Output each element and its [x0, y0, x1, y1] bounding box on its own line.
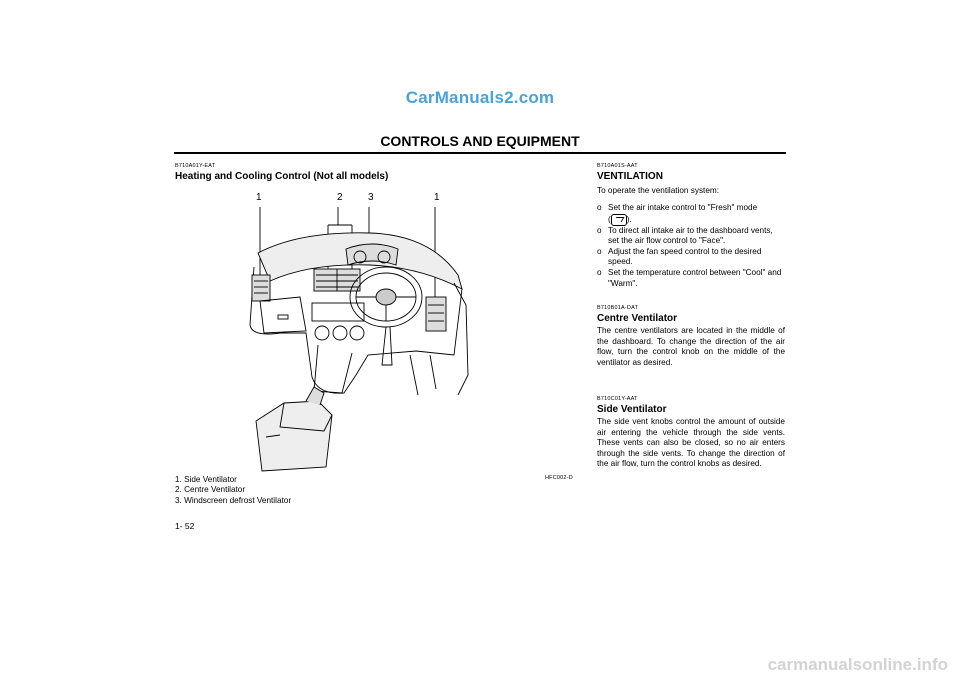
section-code-side: B710C01Y-AAT — [597, 396, 638, 402]
legend-item-2: 2. Centre Ventilator — [175, 485, 246, 495]
callout-1-right: 1 — [434, 192, 440, 203]
ventilation-step-2 — [597, 226, 785, 247]
ventilation-title: VENTILATION — [597, 171, 663, 182]
bullet-mark: o — [597, 225, 602, 235]
page-number: 1- 52 — [175, 521, 195, 531]
legend-item-3: 3. Windscreen defrost Ventilator — [175, 495, 292, 505]
ventilation-step-1-suffix: ). — [626, 214, 632, 224]
ventilation-intro: To operate the ventilation system: — [597, 186, 719, 195]
centre-ventilator-text: The centre ventilators are located in the middle of the dashboard. To change the direction of the air flow, turn the control knob on the middle of the ventilator as desired. — [597, 326, 785, 367]
ventilation-step-1: o Set the air intake control to "Fresh" mode ( ). — [597, 203, 758, 224]
callout-3: 3 — [368, 192, 374, 203]
ventilation-steps — [597, 203, 785, 289]
page-title: CONTROLS AND EQUIPMENT — [380, 133, 580, 149]
ventilation-step-4-text: Set the temperature control between "Cool" and "Warm". — [608, 267, 782, 288]
callout-2: 2 — [337, 192, 343, 203]
watermark-bottom[interactable]: carmanualsonline.info — [767, 655, 948, 674]
dashboard-illustration — [240, 205, 470, 477]
centre-ventilator-title: Centre Ventilator — [597, 313, 678, 324]
ventilation-step-3-text: Adjust the fan speed control to the desired speed. — [608, 246, 762, 267]
section-code-heating: B710A01Y-EAT — [175, 163, 216, 169]
figure-legend — [175, 475, 375, 506]
watermark-top[interactable]: CarManuals2.com — [405, 88, 555, 107]
header-divider — [174, 152, 786, 154]
bullet-mark: o — [597, 203, 602, 212]
side-ventilator-title: Side Ventilator — [597, 404, 667, 415]
ventilation-step-3 — [597, 247, 785, 268]
ventilation-step-2-text: To direct all intake air to the dashboard vents, set the air flow control to "Face". — [608, 225, 773, 246]
ventilation-step-1-text: Set the air intake control to "Fresh" mode — [608, 203, 758, 212]
bullet-mark: o — [597, 267, 602, 277]
legend-item-1: 1. Side Ventilator — [175, 475, 237, 484]
ventilation-step-4 — [597, 268, 785, 289]
figure-code: HFC002-D — [545, 475, 573, 481]
section-code-ventilation: B710A01S-AAT — [597, 163, 638, 169]
fresh-air-mode-icon — [611, 214, 627, 226]
bullet-mark: o — [597, 246, 602, 256]
callout-1-left: 1 — [256, 192, 262, 203]
section-code-centre: B710B01A-DAT — [597, 305, 639, 311]
heating-cooling-title: Heating and Cooling Control (Not all models) — [175, 171, 389, 182]
side-ventilator-text: The side vent knobs control the amount of outside air entering the vehicle through the side vents. These vents can also be closed, so no air enters through the side vents. To change the direction of the air flow, turn the control knobs as desired. — [597, 417, 785, 469]
